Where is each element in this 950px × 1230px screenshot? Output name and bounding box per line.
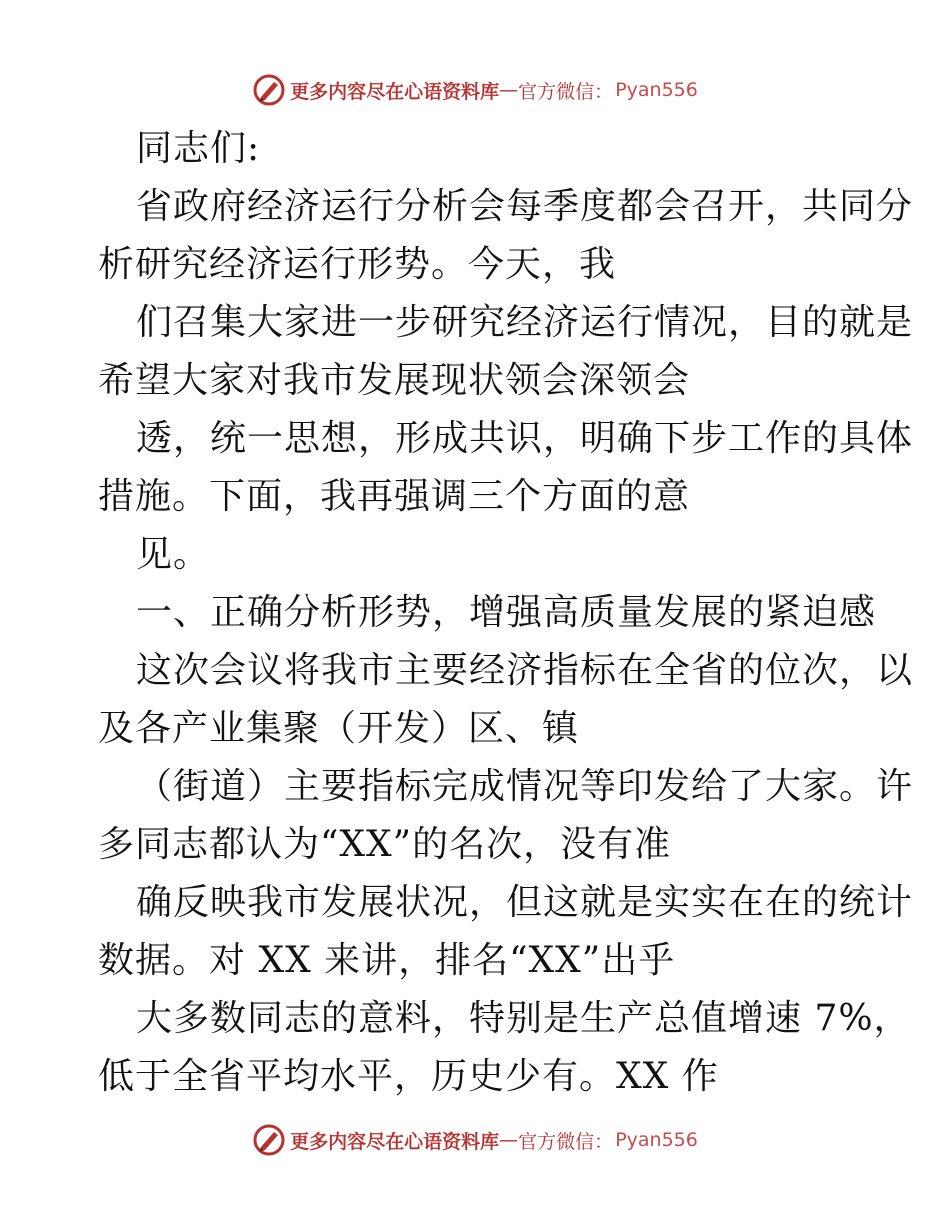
text-line: 措施。下面，我再强调三个方面的意 — [98, 476, 691, 517]
section-heading: 一、正确分析形势，增强高质量发展的紧迫感 — [136, 592, 877, 633]
text-line: 同志们: — [136, 128, 261, 169]
text-line: 见。 — [136, 534, 211, 575]
text-line: 析研究经济运行形势。今天，我 — [98, 244, 617, 285]
text-line: （街道）主要指标完成情况等印发给了大家。许 — [136, 766, 914, 807]
header-banner — [0, 70, 950, 110]
banner-wechat-id: Pyan556 — [615, 1129, 698, 1151]
banner-title: 更多内容尽在心语资料库 — [290, 80, 500, 103]
banner-wechat-label: 官方微信： — [518, 80, 614, 103]
text-line: 低于全省平均水平，历史少有。XX 作 — [98, 1056, 719, 1097]
text-line: 省政府经济运行分析会每季度都会召开，共同分 — [136, 186, 914, 227]
footer-banner — [0, 1120, 950, 1160]
banner-separator: — — [499, 1129, 519, 1151]
text-line: 希望大家对我市发展现状领会深领会 — [98, 360, 691, 401]
banner-wechat-id: Pyan556 — [615, 79, 698, 101]
text-line: 这次会议将我市主要经济指标在全省的位次，以 — [136, 650, 914, 691]
text-line: 大多数同志的意料，特别是生产总值增速 7%， — [136, 998, 911, 1039]
text-line: 透，统一思想，形成共识，明确下步工作的具体 — [136, 418, 914, 459]
banner-separator: — — [499, 79, 519, 101]
banner-title: 更多内容尽在心语资料库 — [290, 1130, 500, 1153]
pen-logo-icon — [252, 73, 286, 107]
document-body — [98, 120, 914, 1106]
text-line: 们召集大家进一步研究经济运行情况，目的就是 — [136, 302, 914, 343]
banner-wechat-label: 官方微信： — [518, 1130, 614, 1153]
text-line: 确反映我市发展状况，但这就是实实在在的统计 — [136, 882, 914, 923]
text-line: 及各产业集聚（开发）区、镇 — [98, 708, 580, 749]
pen-logo-icon — [252, 1123, 286, 1157]
text-line: 多同志都认为“XX”的名次，没有准 — [98, 824, 672, 865]
text-line: 数据。对 XX 来讲，排名“XX”出乎 — [98, 940, 676, 981]
